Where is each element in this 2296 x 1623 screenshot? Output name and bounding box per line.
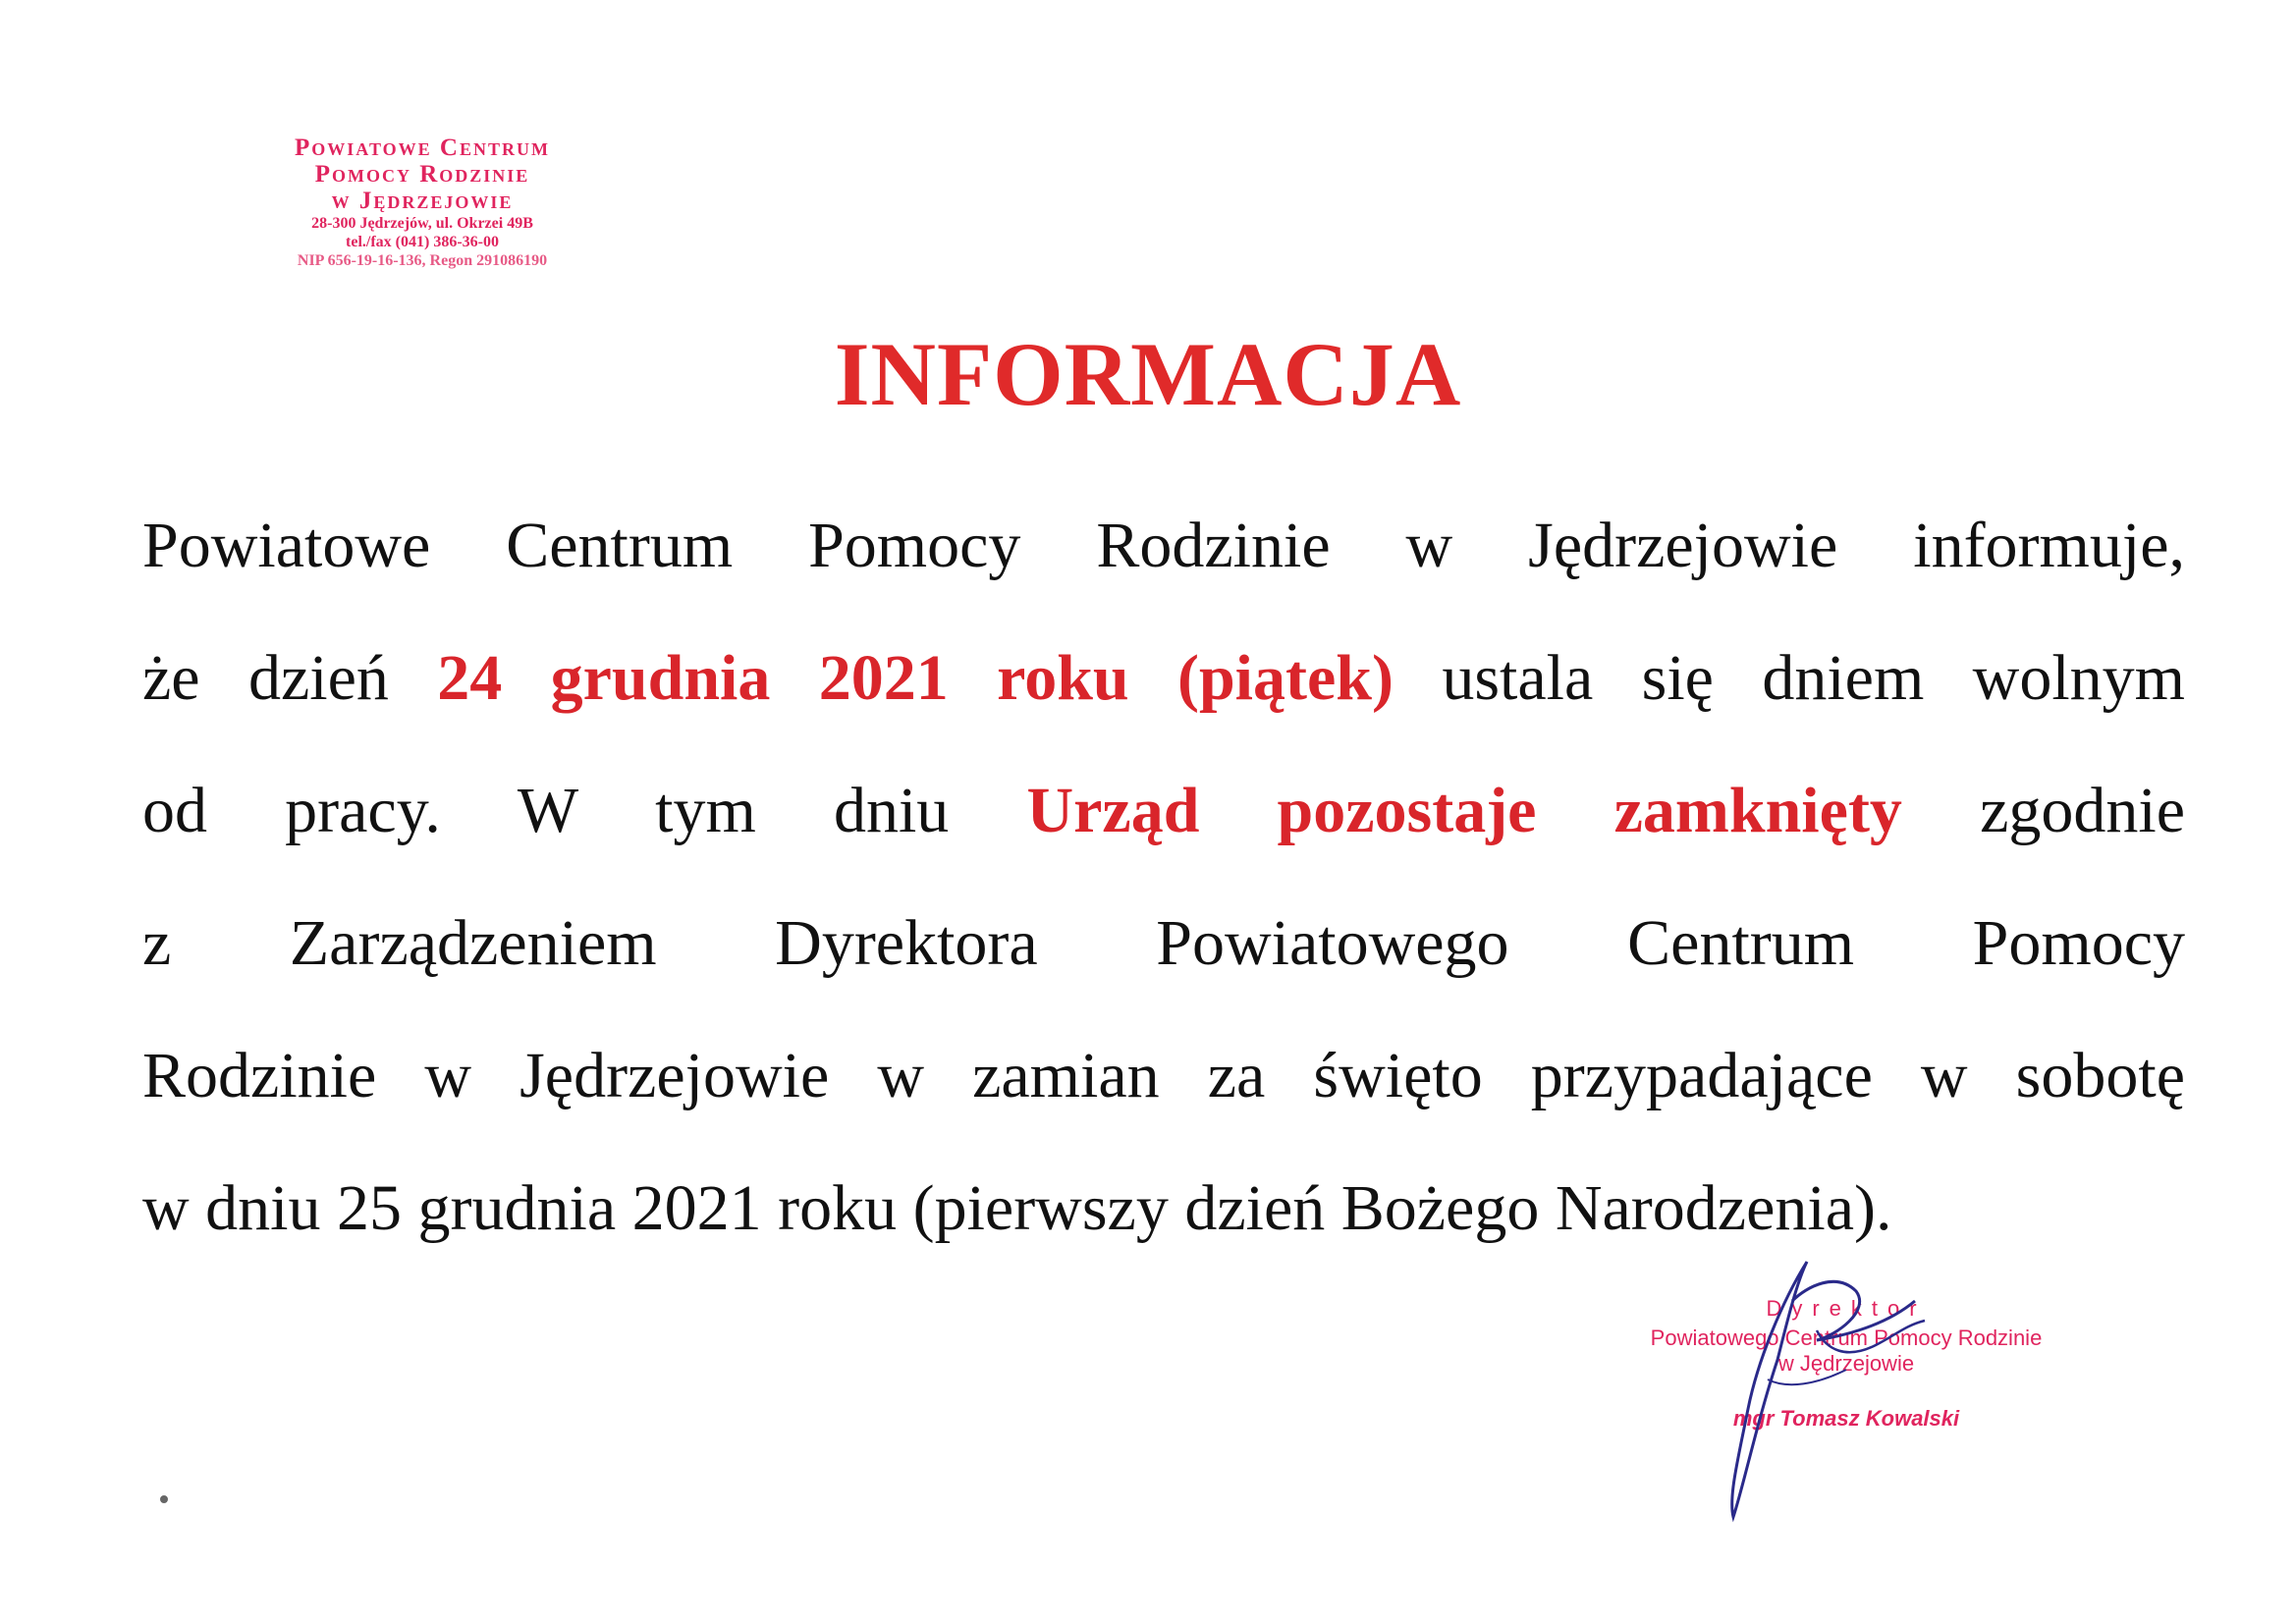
body-line-1 <box>142 479 2185 612</box>
body-line-2-pre: że dzień <box>142 642 438 714</box>
body-line-2 <box>142 612 2185 744</box>
body-line-3 <box>142 744 2185 877</box>
director-city: w Jędrzejowie <box>1777 1351 1915 1376</box>
stamp-line-2: Pomocy Rodzinie <box>314 161 530 188</box>
body-line-2-post: ustala się dniem wolnym <box>1393 642 2185 714</box>
director-organization: Powiatowego Centrum Pomocy Rodzinie <box>1650 1325 2043 1350</box>
body-line-4-text: z Zarządzeniem Dyrektora Powiatowego Centrum Pomocy <box>142 907 2185 979</box>
body-line-6-text: w dniu 25 grudnia 2021 roku (pierwszy dzień Bożego Narodzenia). <box>142 1172 1892 1244</box>
handwritten-signature <box>1689 1242 1944 1527</box>
director-name: mgr Tomasz Kowalski <box>1732 1406 1960 1431</box>
stamp-address: 28-300 Jędrzejów, ul. Okrzei 49B <box>311 215 533 232</box>
highlight-office-closed: Urząd pozostaje zamknięty <box>1026 775 1902 846</box>
stamp-line-3: w Jędrzejowie <box>331 188 514 214</box>
announcement-body <box>142 479 2185 1274</box>
scan-speck <box>157 1492 171 1506</box>
document-title: INFORMACJA <box>834 324 1462 424</box>
highlight-date: 24 grudnia 2021 roku (piątek) <box>437 642 1394 714</box>
body-line-3-post: zgodnie <box>1901 775 2185 846</box>
institution-stamp <box>236 135 609 269</box>
stamp-line-1: Powiatowe Centrum <box>295 135 550 161</box>
body-line-4 <box>142 877 2185 1009</box>
body-line-5 <box>142 1009 2185 1142</box>
body-line-1-text: Powiatowe Centrum Pomocy Rodzinie w Jędrzejowie informuje, <box>142 510 2185 581</box>
body-line-5-text: Rodzinie w Jędrzejowie w zamian za święto przypadające w sobotę <box>142 1040 2185 1111</box>
stamp-phone: tel./fax (041) 386-36-00 <box>346 234 499 250</box>
director-role: Dyrektor <box>1766 1296 1927 1321</box>
stamp-ids: NIP 656-19-16-136, Regon 291086190 <box>297 252 548 269</box>
body-line-3-pre: od pracy. W tym dniu <box>142 775 1027 846</box>
